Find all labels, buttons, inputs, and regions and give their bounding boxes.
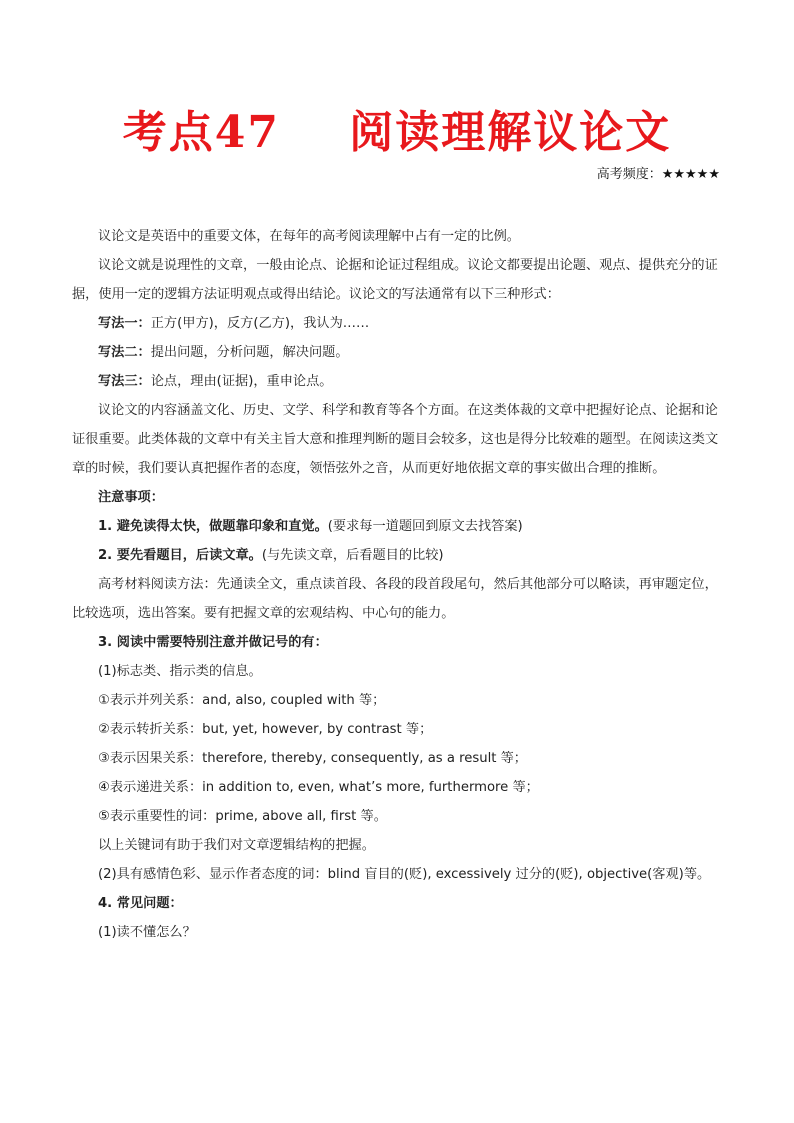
method-2-label: 写法二：: [98, 345, 151, 360]
writing-method-1: [72, 309, 722, 338]
method-1-label: 写法一：: [98, 316, 151, 331]
note-2-bold: 2. 要先看题目，后读文章。: [98, 548, 262, 563]
intro-paragraph: 议论文是英语中的重要文体，在每年的高考阅读理解中占有一定的比例。: [98, 229, 520, 244]
document-body: [72, 222, 722, 947]
list-item-importance: ⑤表示重要性的词：prime, above all, first 等。: [98, 809, 387, 824]
list-item-contrast: ②表示转折关系：but, yet, however, by contrast 等；: [98, 722, 433, 737]
list-item-question-1: (1)读不懂怎么？: [98, 925, 196, 940]
definition-paragraph: 议论文就是说理性的文章，一般由论点、论据和论证过程组成。议论文都要提出论题、观点、提供充分的证据，使用一定的逻辑方法证明观点或得出结论。议论文的写法通常有以下三种形式：: [72, 258, 718, 302]
list-item-attitude: (2)具有感情色彩、显示作者态度的词：blind 盲目的(贬), excessively 过分的(贬), objective(客观)等。: [98, 867, 711, 882]
note-2: [72, 541, 722, 570]
writing-method-2: [72, 338, 722, 367]
list-item-progression: ④表示递进关系：in addition to, even, what’s more, furthermore 等；: [98, 780, 539, 795]
note-2-text: (与先读文章，后看题目的比较): [261, 548, 444, 563]
method-3-label: 写法三：: [98, 374, 151, 389]
frequency-label: 高考频度：: [596, 167, 662, 182]
page-title: 考点47 阅读理解议论文: [122, 107, 672, 158]
frequency-stars: ★★★★★: [661, 167, 720, 182]
note-1: [72, 512, 722, 541]
writing-method-3: [72, 367, 722, 396]
keywords-summary: 以上关键词有助于我们对文章逻辑结构的把握。: [98, 838, 375, 853]
list-item-coordination: ①表示并列关系：and, also, coupled with 等；: [98, 693, 386, 708]
list-item-cause-effect: ③表示因果关系：therefore, thereby, consequently, as a result 等；: [98, 751, 527, 766]
exam-frequency: [597, 163, 720, 182]
content-paragraph: 议论文的内容涵盖文化、历史、文学、科学和教育等各个方面。在这类体裁的文章中把握好论点、论据和论证很重要。此类体裁的文章中有关主旨大意和推理判断的题目会较多，这也是得分比较难的题型。在阅读这类文章的时候，我们要认真把握作者的态度，领悟弦外之音，从而更好地依据文章的事实做出合理的推断。: [72, 403, 719, 476]
method-2-text: 提出问题，分析问题，解决问题。: [150, 345, 349, 360]
list-item-signals: (1)标志类、指示类的信息。: [98, 664, 262, 679]
note-3-heading: 3. 阅读中需要特别注意并做记号的有：: [98, 635, 328, 650]
notes-heading: 注意事项：: [98, 490, 164, 505]
note-4-heading: 4. 常见问题：: [98, 896, 183, 911]
method-paragraph: 高考材料阅读方法：先通读全文，重点读首段、各段的段首段尾句，然后其他部分可以略读，再审题定位，比较选项，选出答案。要有把握文章的宏观结构、中心句的能力。: [72, 577, 718, 621]
method-1-text: 正方(甲方)，反方(乙方)，我认为……: [150, 316, 370, 331]
method-3-text: 论点，理由(证据)，重申论点。: [150, 374, 333, 389]
note-1-bold: 1. 避免读得太快，做题靠印象和直觉。: [98, 519, 328, 534]
note-1-text: (要求每一道题回到原文去找答案): [327, 519, 523, 534]
